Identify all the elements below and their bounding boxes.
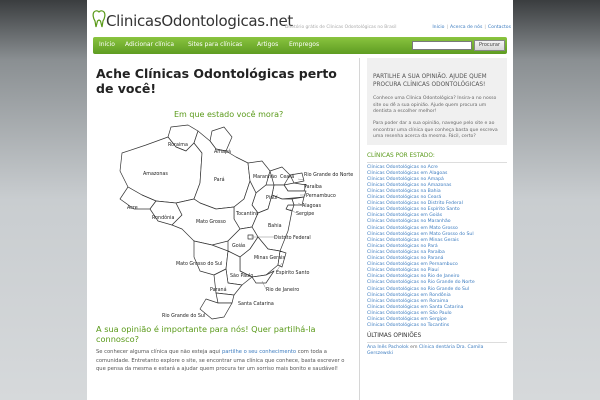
opinion-author-link[interactable]: Ana Inês Pacholok	[367, 345, 409, 351]
map-label-amapa: Amapá	[214, 150, 231, 155]
map-label-sergipe: Sergipe	[296, 212, 315, 217]
map-label-sc: Santa Catarina	[238, 302, 274, 307]
page-wrapper	[87, 0, 513, 400]
map-label-goias: Goiás	[232, 244, 246, 249]
sidebar-box-p1: Conhece uma Clínica Odontológica? Insira-a no nosso site ou dê a sua opinião. Ajude quem procura um dentista a escolher melhor!	[373, 96, 497, 114]
state-question: Em que estado você mora?	[174, 110, 284, 119]
state-link[interactable]: Clínicas Odontológicas em São Paulo	[367, 310, 452, 316]
page-title: Ache Clínicas Odontológicas perto de você!	[96, 66, 337, 96]
map-label-rj: Rio de Janeiro	[266, 288, 300, 293]
brazil-map[interactable]	[116, 123, 354, 321]
opinion-target-link[interactable]: Clínica dentária Dra. Camila Gerszewski	[367, 345, 484, 357]
state-link[interactable]: Clínicas Odontológicas no Rio de Janeiro	[367, 274, 460, 280]
state-link[interactable]: Clínicas Odontológicas no Pará	[367, 243, 438, 249]
state-link[interactable]: Clínicas Odontológicas no Maranhão	[367, 219, 451, 225]
states-list	[367, 165, 507, 330]
state-link[interactable]: Clínicas Odontológicas em Minas Gerais	[367, 237, 459, 243]
main-navbar	[93, 37, 507, 54]
state-link[interactable]: Clínicas Odontológicas no Piauí	[367, 268, 439, 274]
search-button[interactable]: Procurar	[474, 40, 505, 51]
state-link[interactable]: Clínicas Odontológicas em Alagoas	[367, 170, 448, 176]
map-label-ceara: Ceará	[280, 175, 295, 180]
sidebar-box-heading: PARTILHE A SUA OPINIÃO. AJUDE QUEM PROCURA CLÍNICAS ODONTOLÓGICAS!	[373, 74, 487, 88]
opinion-em: em	[410, 345, 418, 351]
state-link[interactable]: Clínicas Odontológicas no Rio Grande do Sul	[367, 286, 470, 292]
top-link-acerca[interactable]: Acerca de nós	[450, 25, 483, 30]
states-heading: CLÍNICAS POR ESTADO:	[367, 152, 435, 159]
state-link[interactable]: Clínicas Odontológicas em Pernambuco	[367, 262, 458, 268]
map-label-amazonas: Amazonas	[143, 172, 168, 177]
map-label-rgs: Rio Grande do Sul	[162, 314, 206, 319]
state-link[interactable]: Clínicas Odontológicas em Roraima	[367, 298, 449, 304]
map-label-maranhao: Maranhão	[253, 175, 277, 180]
nav-sites-para-clinicas[interactable]: Sites para clínicas	[188, 41, 243, 48]
nav-adicionar-clinica[interactable]: Adicionar clínica	[125, 41, 175, 48]
state-link[interactable]: Clínicas Odontológicas em Rondônia	[367, 292, 451, 298]
site-header	[87, 0, 513, 36]
tooth-icon[interactable]	[92, 10, 106, 28]
top-links: Início | Acerca de nós | Contactos	[432, 25, 511, 30]
map-label-sao-paulo: São Paulo	[230, 274, 254, 279]
state-link[interactable]: Clínicas Odontológicas na Bahia	[367, 189, 441, 194]
state-link[interactable]: Clínicas Odontológicas no Tocantins	[367, 323, 450, 329]
sidebar-divider-2	[367, 342, 507, 343]
sidebar-divider	[367, 162, 507, 163]
sidebar-box-p2: Para poder dar a sua opinião, navegue pelo site e ao encontrar uma clínica que conheça basta que escreva uma resenha acerca da mesma. Fácil, certo?	[373, 121, 498, 140]
map-state-sc	[216, 293, 234, 303]
map-label-tocantins: Tocantins	[236, 212, 259, 217]
map-label-minas: Minas Gerais	[254, 256, 285, 261]
state-link[interactable]: Clínicas Odontológicas em Mato Grosso do Sul	[367, 231, 474, 237]
state-link[interactable]: Clínicas Odontológicas em Santa Catarina	[367, 304, 464, 310]
sidebar	[367, 58, 507, 358]
map-label-mato-grosso: Mato Grosso	[196, 220, 226, 225]
opinions-heading: ÚLTIMAS OPINIÕES	[367, 333, 422, 340]
top-link-contactos[interactable]: Contactos	[487, 25, 511, 30]
map-label-pernambuco: Pernambuco	[306, 194, 336, 199]
map-label-roraima: Roraima	[168, 143, 188, 148]
state-link[interactable]: Clínicas Odontológicas no Acre	[367, 164, 438, 170]
opinion-text-2: com toda a comunidade. Entretanto explore o site, se encontrar uma clínica que conhece, basta escrever o que pensa da mesma e estará a ajudar quem procura ter um sorriso mais bonito e saudável!	[96, 349, 345, 373]
map-label-para: Pará	[214, 178, 225, 183]
map-label-bahia: Bahia	[268, 224, 282, 229]
state-link[interactable]: Clínicas Odontológicas em Mato Grosso	[367, 225, 458, 231]
latest-opinion	[367, 345, 507, 357]
site-logo[interactable]: ClinicasOdontologicas.net	[106, 12, 293, 30]
map-label-piaui: Piauí	[266, 196, 278, 201]
map-state-ms	[194, 241, 228, 275]
map-label-df: Distrito Federal	[274, 236, 311, 241]
opinion-text-1: Se conhecer alguma clínica que não esteja aqui	[96, 349, 222, 355]
nav-inicio[interactable]: Início	[99, 41, 115, 48]
map-label-parana: Paraná	[210, 288, 227, 293]
column-divider	[359, 58, 360, 400]
opinion-heading: A sua opinião é importante para nós! Quer partilhá-la connosco?	[96, 324, 316, 344]
map-label-alagoas: Alagoas	[302, 204, 321, 209]
state-link[interactable]: Clínicas Odontológicas na Paraíba	[367, 249, 445, 255]
main-content	[96, 66, 354, 373]
opinion-paragraph	[96, 348, 354, 374]
nav-empregos[interactable]: Empregos	[289, 41, 320, 48]
map-label-paraiba: Paraíba	[304, 185, 322, 190]
map-label-acre: Acre	[127, 206, 138, 211]
state-link[interactable]: Clínicas Odontológicas no Amazonas	[367, 182, 452, 188]
state-link[interactable]: Clínicas Odontológicas em Goiás	[367, 213, 443, 219]
state-link[interactable]: Clínicas Odontológicas no Ceará	[367, 195, 442, 201]
state-link[interactable]: Clínicas Odontológicas no Paraná	[367, 256, 444, 262]
top-link-inicio[interactable]: Início	[432, 25, 445, 30]
state-link[interactable]: Clínicas Odontológicas no Rio Grande do Norte	[367, 280, 475, 286]
nav-artigos[interactable]: Artigos	[257, 41, 279, 48]
state-link[interactable]: Clínicas Odontológicas no Amapá	[367, 176, 444, 182]
map-label-ms: Mato Grosso do Sul	[176, 262, 223, 267]
map-label-rgn: Rio Grande do Norte	[304, 173, 354, 178]
map-label-rondonia: Rondônia	[152, 216, 175, 221]
share-knowledge-link[interactable]: partilhe o seu conhecimento	[221, 349, 297, 355]
state-link[interactable]: Clínicas Odontológicas em Sergipe	[367, 316, 447, 322]
map-label-es: Espirito Santo	[276, 271, 310, 276]
sidebar-opinion-box	[367, 58, 507, 145]
state-link[interactable]: Clínicas Odontológicas no Distrito Federal	[367, 201, 463, 207]
search-input[interactable]	[412, 41, 472, 50]
site-tagline: Diretório grátis de Clínicas Odontológicas no Brasil	[285, 25, 397, 30]
state-link[interactable]: Clínicas Odontológicas no Espírito Santo	[367, 207, 460, 213]
